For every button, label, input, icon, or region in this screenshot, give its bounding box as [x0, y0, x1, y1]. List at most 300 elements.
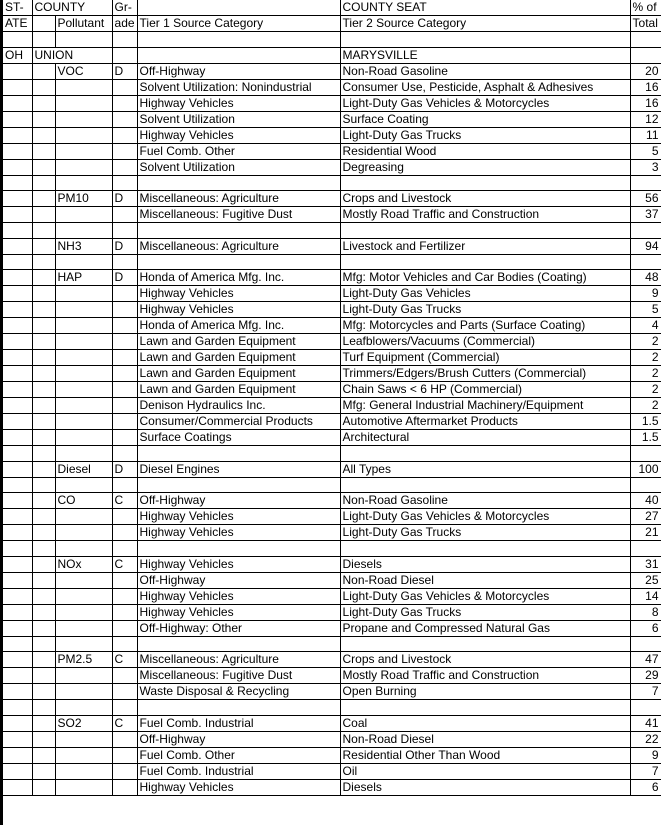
state-cell: OH — [3, 47, 32, 63]
blank-cell — [55, 620, 112, 636]
pct-cell: 9 — [630, 747, 661, 763]
blank-cell — [3, 636, 32, 652]
blank-cell — [340, 223, 630, 239]
blank-cell — [55, 32, 112, 48]
table-row — [3, 604, 661, 620]
blank-cell — [112, 127, 137, 143]
tier2-cell: Crops and Livestock — [340, 191, 630, 207]
table-row — [3, 620, 661, 636]
tier2-cell: Architectural — [340, 430, 630, 446]
blank-cell — [3, 207, 32, 223]
table-row — [3, 398, 661, 414]
blank-cell — [32, 636, 55, 652]
blank-cell — [55, 175, 112, 191]
blank-cell — [55, 207, 112, 223]
blank-cell — [32, 95, 55, 111]
blank-cell — [55, 779, 112, 795]
grade-cell: D — [112, 270, 137, 286]
blank-cell — [3, 541, 32, 557]
pct-cell: 47 — [630, 652, 661, 668]
blank-cell — [112, 446, 137, 462]
blank-cell — [55, 430, 112, 446]
tier2-cell: All Types — [340, 461, 630, 477]
blank-cell — [340, 477, 630, 493]
tier1-cell: Highway Vehicles — [137, 509, 340, 525]
blank-cell — [112, 175, 137, 191]
pct-cell: 6 — [630, 779, 661, 795]
pct-cell: 4 — [630, 318, 661, 334]
blank-cell — [3, 270, 32, 286]
blank-cell — [32, 731, 55, 747]
blank-cell — [32, 286, 55, 302]
blank-cell — [112, 620, 137, 636]
pct-cell: 31 — [630, 556, 661, 572]
blank-cell — [137, 446, 340, 462]
tier2-cell: Non-Road Gasoline — [340, 493, 630, 509]
blank-cell — [3, 652, 32, 668]
blank-cell — [3, 446, 32, 462]
table-row — [3, 95, 661, 111]
blank-cell — [112, 207, 137, 223]
tier2-cell: Non-Road Diesel — [340, 572, 630, 588]
tier1-cell: Miscellaneous: Fugitive Dust — [137, 207, 340, 223]
blank-row — [3, 446, 661, 462]
table-row — [3, 63, 661, 79]
tier1-cell: Lawn and Garden Equipment — [137, 382, 340, 398]
blank-cell — [32, 620, 55, 636]
pollutant-cell: NH3 — [55, 238, 112, 254]
tier1-cell: Highway Vehicles — [137, 286, 340, 302]
tier1-cell: Highway Vehicles — [137, 127, 340, 143]
table-row — [3, 747, 661, 763]
blank-cell — [3, 286, 32, 302]
header-tier1-blank — [137, 0, 340, 16]
header-row-1 — [3, 0, 661, 16]
blank-cell — [55, 731, 112, 747]
blank-cell — [630, 175, 661, 191]
blank-cell — [32, 127, 55, 143]
tier1-cell: Highway Vehicles — [137, 95, 340, 111]
blank-cell — [112, 79, 137, 95]
blank-cell — [55, 509, 112, 525]
blank-cell — [112, 668, 137, 684]
grade-cell: D — [112, 191, 137, 207]
blank-cell — [112, 286, 137, 302]
tier2-cell: Residential Wood — [340, 143, 630, 159]
blank-cell — [32, 461, 55, 477]
tier2-cell: Light-Duty Gas Trucks — [340, 302, 630, 318]
table-row — [3, 779, 661, 795]
pct-cell: 21 — [630, 525, 661, 541]
grade-cell: D — [112, 238, 137, 254]
grade-cell: C — [112, 556, 137, 572]
blank-cell — [55, 763, 112, 779]
blank-cell — [112, 430, 137, 446]
blank-cell — [3, 747, 32, 763]
blank-row — [3, 254, 661, 270]
blank-cell — [3, 382, 32, 398]
table-row — [3, 684, 661, 700]
blank-cell — [32, 350, 55, 366]
pollutant-cell: PM2.5 — [55, 652, 112, 668]
tier2-cell: Light-Duty Gas Trucks — [340, 604, 630, 620]
tier1-cell: Solvent Utilization — [137, 159, 340, 175]
blank-cell — [55, 414, 112, 430]
blank-cell — [112, 525, 137, 541]
grade-cell: D — [112, 461, 137, 477]
blank-row — [3, 541, 661, 557]
blank-cell — [32, 525, 55, 541]
blank-cell — [3, 684, 32, 700]
blank-cell — [3, 620, 32, 636]
pct-cell: 1.5 — [630, 430, 661, 446]
tier1-cell: Surface Coatings — [137, 430, 340, 446]
blank-cell — [137, 636, 340, 652]
blank-cell — [32, 238, 55, 254]
blank-cell — [137, 700, 340, 716]
blank-cell — [137, 254, 340, 270]
blank-cell — [340, 446, 630, 462]
table-row — [3, 493, 661, 509]
header-pct: % of — [630, 0, 661, 16]
pct-cell: 9 — [630, 286, 661, 302]
pct-cell: 2 — [630, 398, 661, 414]
blank-cell — [137, 477, 340, 493]
tier2-cell: Livestock and Fertilizer — [340, 238, 630, 254]
table-row — [3, 652, 661, 668]
table-row — [3, 461, 661, 477]
pct-cell: 11 — [630, 127, 661, 143]
pct-cell: 48 — [630, 270, 661, 286]
blank-cell — [3, 700, 32, 716]
pollutant-cell: VOC — [55, 63, 112, 79]
pct-cell: 40 — [630, 493, 661, 509]
table-row — [3, 143, 661, 159]
blank-cell — [32, 763, 55, 779]
blank-cell — [340, 254, 630, 270]
pct-cell: 2 — [630, 334, 661, 350]
tier1-cell: Off-Highway — [137, 731, 340, 747]
blank-cell — [3, 143, 32, 159]
blank-cell — [32, 684, 55, 700]
tier1-cell: Miscellaneous: Agriculture — [137, 238, 340, 254]
header-tier2: Tier 2 Source Category — [340, 16, 630, 32]
blank-cell — [55, 636, 112, 652]
blank-cell — [340, 636, 630, 652]
blank-cell — [32, 143, 55, 159]
blank-cell — [55, 668, 112, 684]
blank-cell — [55, 127, 112, 143]
blank-cell — [112, 684, 137, 700]
blank-cell — [3, 111, 32, 127]
blank-cell — [3, 302, 32, 318]
blank-cell — [32, 207, 55, 223]
blank-cell — [55, 334, 112, 350]
tier2-cell: Chain Saws < 6 HP (Commercial) — [340, 382, 630, 398]
table-row — [3, 509, 661, 525]
blank-cell — [32, 318, 55, 334]
blank-cell — [3, 604, 32, 620]
pollutant-cell: SO2 — [55, 715, 112, 731]
pct-cell: 7 — [630, 684, 661, 700]
pct-cell: 16 — [630, 79, 661, 95]
blank-cell — [55, 604, 112, 620]
blank-cell — [112, 318, 137, 334]
tier1-cell: Diesel Engines — [137, 461, 340, 477]
tier1-cell: Fuel Comb. Industrial — [137, 715, 340, 731]
tier1-cell: Highway Vehicles — [137, 588, 340, 604]
header-county-seat: COUNTY SEAT — [340, 0, 630, 16]
blank-cell — [340, 175, 630, 191]
pct-cell: 5 — [630, 302, 661, 318]
blank-cell — [32, 588, 55, 604]
blank-cell — [112, 414, 137, 430]
tier2-cell: Light-Duty Gas Vehicles & Motorcycles — [340, 95, 630, 111]
blank-cell — [32, 334, 55, 350]
blank-cell — [137, 47, 340, 63]
blank-cell — [55, 477, 112, 493]
blank-cell — [3, 763, 32, 779]
tier1-cell: Solvent Utilization — [137, 111, 340, 127]
tier1-cell: Lawn and Garden Equipment — [137, 334, 340, 350]
blank-cell — [55, 143, 112, 159]
tier1-cell: Fuel Comb. Other — [137, 143, 340, 159]
blank-cell — [32, 254, 55, 270]
tier1-cell: Fuel Comb. Industrial — [137, 763, 340, 779]
blank-cell — [3, 461, 32, 477]
blank-cell — [3, 366, 32, 382]
blank-row — [3, 32, 661, 48]
blank-cell — [3, 254, 32, 270]
blank-cell — [32, 159, 55, 175]
tier1-cell: Consumer/Commercial Products — [137, 414, 340, 430]
blank-cell — [3, 525, 32, 541]
blank-cell — [32, 32, 55, 48]
blank-cell — [3, 572, 32, 588]
blank-cell — [3, 127, 32, 143]
blank-cell — [112, 334, 137, 350]
tier2-cell: Crops and Livestock — [340, 652, 630, 668]
blank-cell — [3, 63, 32, 79]
blank-cell — [137, 32, 340, 48]
blank-cell — [32, 270, 55, 286]
table-row — [3, 191, 661, 207]
blank-cell — [55, 446, 112, 462]
tier2-cell: Mostly Road Traffic and Construction — [340, 207, 630, 223]
grade-cell: C — [112, 652, 137, 668]
blank-cell — [32, 175, 55, 191]
tier2-cell: Light-Duty Gas Vehicles & Motorcycles — [340, 509, 630, 525]
blank-row — [3, 636, 661, 652]
blank-cell — [3, 223, 32, 239]
pct-cell: 5 — [630, 143, 661, 159]
blank-cell — [32, 779, 55, 795]
blank-cell — [112, 572, 137, 588]
table-row — [3, 556, 661, 572]
blank-cell — [32, 668, 55, 684]
blank-cell — [630, 636, 661, 652]
header-tier1: Tier 1 Source Category — [137, 16, 340, 32]
table-row — [3, 525, 661, 541]
table-row — [3, 668, 661, 684]
header-county-blank — [32, 16, 55, 32]
blank-cell — [32, 302, 55, 318]
table-row — [3, 382, 661, 398]
pct-cell: 12 — [630, 111, 661, 127]
tier2-cell: Automotive Aftermarket Products — [340, 414, 630, 430]
blank-cell — [32, 79, 55, 95]
tier1-cell: Honda of America Mfg. Inc. — [137, 318, 340, 334]
blank-cell — [55, 111, 112, 127]
blank-cell — [32, 652, 55, 668]
blank-cell — [112, 541, 137, 557]
tier2-cell: Turf Equipment (Commercial) — [340, 350, 630, 366]
pct-cell: 25 — [630, 572, 661, 588]
pct-cell: 3 — [630, 159, 661, 175]
blank-cell — [112, 604, 137, 620]
pct-cell: 29 — [630, 668, 661, 684]
table-row — [3, 127, 661, 143]
blank-cell — [630, 477, 661, 493]
tier1-cell: Highway Vehicles — [137, 556, 340, 572]
table-row — [3, 588, 661, 604]
tier1-cell: Highway Vehicles — [137, 525, 340, 541]
blank-cell — [112, 47, 137, 63]
table-row — [3, 414, 661, 430]
tier1-cell: Honda of America Mfg. Inc. — [137, 270, 340, 286]
tier2-cell: Mostly Road Traffic and Construction — [340, 668, 630, 684]
blank-cell — [32, 509, 55, 525]
pct-cell: 6 — [630, 620, 661, 636]
county-cell: UNION — [32, 47, 112, 63]
blank-cell — [137, 175, 340, 191]
blank-cell — [32, 446, 55, 462]
blank-row — [3, 477, 661, 493]
blank-cell — [32, 63, 55, 79]
header-row-2 — [3, 16, 661, 32]
tier2-cell: Mfg: Motor Vehicles and Car Bodies (Coating) — [340, 270, 630, 286]
blank-cell — [3, 414, 32, 430]
blank-cell — [32, 398, 55, 414]
blank-cell — [112, 477, 137, 493]
blank-cell — [55, 350, 112, 366]
tier1-cell: Miscellaneous: Fugitive Dust — [137, 668, 340, 684]
blank-cell — [55, 700, 112, 716]
table-row — [3, 270, 661, 286]
blank-cell — [55, 382, 112, 398]
table-row — [3, 238, 661, 254]
blank-cell — [32, 191, 55, 207]
blank-cell — [55, 318, 112, 334]
blank-cell — [112, 763, 137, 779]
tier1-cell: Highway Vehicles — [137, 302, 340, 318]
blank-cell — [3, 509, 32, 525]
blank-cell — [55, 541, 112, 557]
blank-cell — [340, 541, 630, 557]
tier1-cell: Solvent Utilization: Nonindustrial — [137, 79, 340, 95]
grade-cell: C — [112, 493, 137, 509]
blank-cell — [112, 588, 137, 604]
blank-cell — [32, 541, 55, 557]
blank-cell — [3, 430, 32, 446]
tier2-cell: Consumer Use, Pesticide, Asphalt & Adhesives — [340, 79, 630, 95]
table-row — [3, 715, 661, 731]
grade-cell: C — [112, 715, 137, 731]
tier1-cell: Off-Highway — [137, 63, 340, 79]
emissions-table — [3, 0, 661, 796]
blank-cell — [112, 111, 137, 127]
blank-cell — [3, 493, 32, 509]
pct-cell: 2 — [630, 366, 661, 382]
blank-cell — [112, 700, 137, 716]
blank-cell — [137, 223, 340, 239]
blank-cell — [112, 143, 137, 159]
blank-cell — [340, 32, 630, 48]
blank-cell — [3, 556, 32, 572]
tier2-cell: Light-Duty Gas Trucks — [340, 127, 630, 143]
blank-cell — [55, 525, 112, 541]
blank-cell — [55, 254, 112, 270]
blank-cell — [32, 430, 55, 446]
pct-cell: 37 — [630, 207, 661, 223]
tier2-cell: Residential Other Than Wood — [340, 747, 630, 763]
table-row — [3, 318, 661, 334]
blank-cell — [630, 541, 661, 557]
tier1-cell: Denison Hydraulics Inc. — [137, 398, 340, 414]
tier2-cell: Surface Coating — [340, 111, 630, 127]
tier1-cell: Lawn and Garden Equipment — [137, 350, 340, 366]
pct-cell: 1.5 — [630, 414, 661, 430]
pct-cell: 2 — [630, 382, 661, 398]
blank-cell — [32, 414, 55, 430]
pollutant-cell: HAP — [55, 270, 112, 286]
blank-cell — [55, 588, 112, 604]
blank-cell — [55, 223, 112, 239]
blank-cell — [340, 700, 630, 716]
blank-cell — [55, 302, 112, 318]
table-row — [3, 302, 661, 318]
blank-cell — [55, 159, 112, 175]
blank-row — [3, 223, 661, 239]
tier1-cell: Fuel Comb. Other — [137, 747, 340, 763]
blank-cell — [3, 318, 32, 334]
table-row — [3, 350, 661, 366]
table-row — [3, 366, 661, 382]
blank-cell — [112, 366, 137, 382]
table-row — [3, 207, 661, 223]
pct-cell: 27 — [630, 509, 661, 525]
blank-cell — [630, 223, 661, 239]
tier2-cell: Non-Road Gasoline — [340, 63, 630, 79]
blank-cell — [32, 715, 55, 731]
tier2-cell: Light-Duty Gas Trucks — [340, 525, 630, 541]
pct-cell: 16 — [630, 95, 661, 111]
blank-cell — [137, 541, 340, 557]
blank-cell — [112, 747, 137, 763]
tier1-cell: Highway Vehicles — [137, 779, 340, 795]
county-seat-cell: MARYSVILLE — [340, 47, 630, 63]
tier2-cell: Diesels — [340, 779, 630, 795]
blank-cell — [3, 95, 32, 111]
blank-cell — [32, 111, 55, 127]
blank-cell — [55, 747, 112, 763]
grade-cell: D — [112, 63, 137, 79]
blank-cell — [630, 254, 661, 270]
blank-cell — [112, 254, 137, 270]
blank-cell — [112, 350, 137, 366]
tier2-cell: Light-Duty Gas Vehicles & Motorcycles — [340, 588, 630, 604]
table-row — [3, 430, 661, 446]
